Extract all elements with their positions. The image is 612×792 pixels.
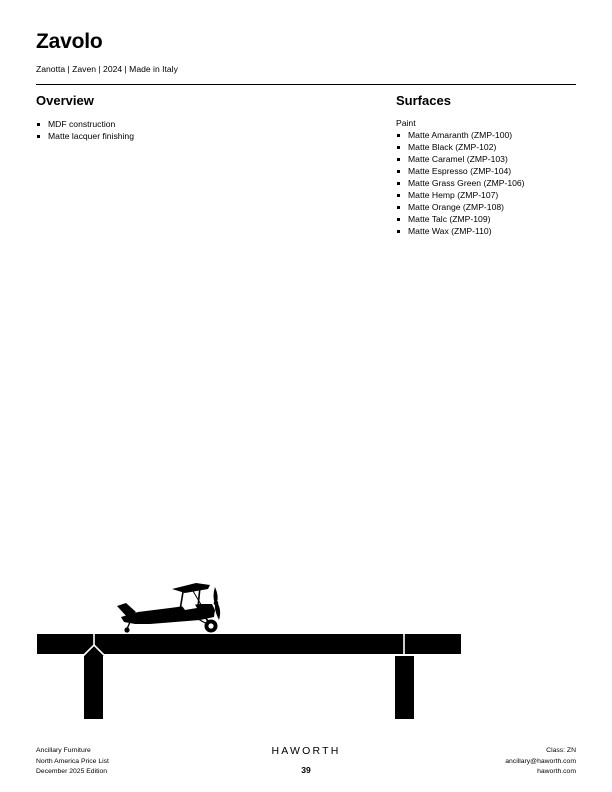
list-item: Matte Orange (ZMP-108) [396, 201, 525, 213]
surfaces-heading: Surfaces [396, 93, 451, 108]
bench-with-airplane-illustration [0, 575, 612, 725]
page-title: Zavolo [36, 30, 103, 53]
paint-list [396, 129, 525, 237]
footer-edition: December 2025 Edition [36, 768, 108, 775]
footer-email: ancillary@haworth.com [505, 757, 576, 765]
overview-heading: Overview [36, 93, 94, 108]
product-subtitle: Zanotta | Zaven | 2024 | Made in Italy [36, 64, 178, 74]
footer-right [505, 746, 576, 778]
list-item: Matte Espresso (ZMP-104) [396, 165, 525, 177]
list-item: Matte Hemp (ZMP-107) [396, 189, 525, 201]
page-number: 39 [301, 765, 311, 775]
header-divider [36, 84, 576, 85]
list-item: MDF construction [36, 118, 134, 130]
footer-class: Class: ZN [546, 747, 576, 754]
brand-logo: HAWORTH [271, 745, 341, 757]
list-item: Matte lacquer finishing [36, 130, 134, 142]
list-item: Matte Black (ZMP-102) [396, 141, 525, 153]
footer-price-list: North America Price List [36, 757, 109, 765]
footer-website: haworth.com [537, 768, 576, 775]
airplane-icon [117, 583, 220, 633]
paint-label: Paint [396, 118, 416, 128]
list-item: Matte Amaranth (ZMP-100) [396, 129, 525, 141]
overview-list [36, 118, 134, 142]
list-item: Matte Talc (ZMP-109) [396, 213, 525, 225]
list-item: Matte Wax (ZMP-110) [396, 225, 525, 237]
footer-section: Ancillary Furniture [36, 747, 91, 754]
bench-icon [37, 634, 461, 719]
list-item: Matte Grass Green (ZMP-106) [396, 177, 525, 189]
list-item: Matte Caramel (ZMP-103) [396, 153, 525, 165]
